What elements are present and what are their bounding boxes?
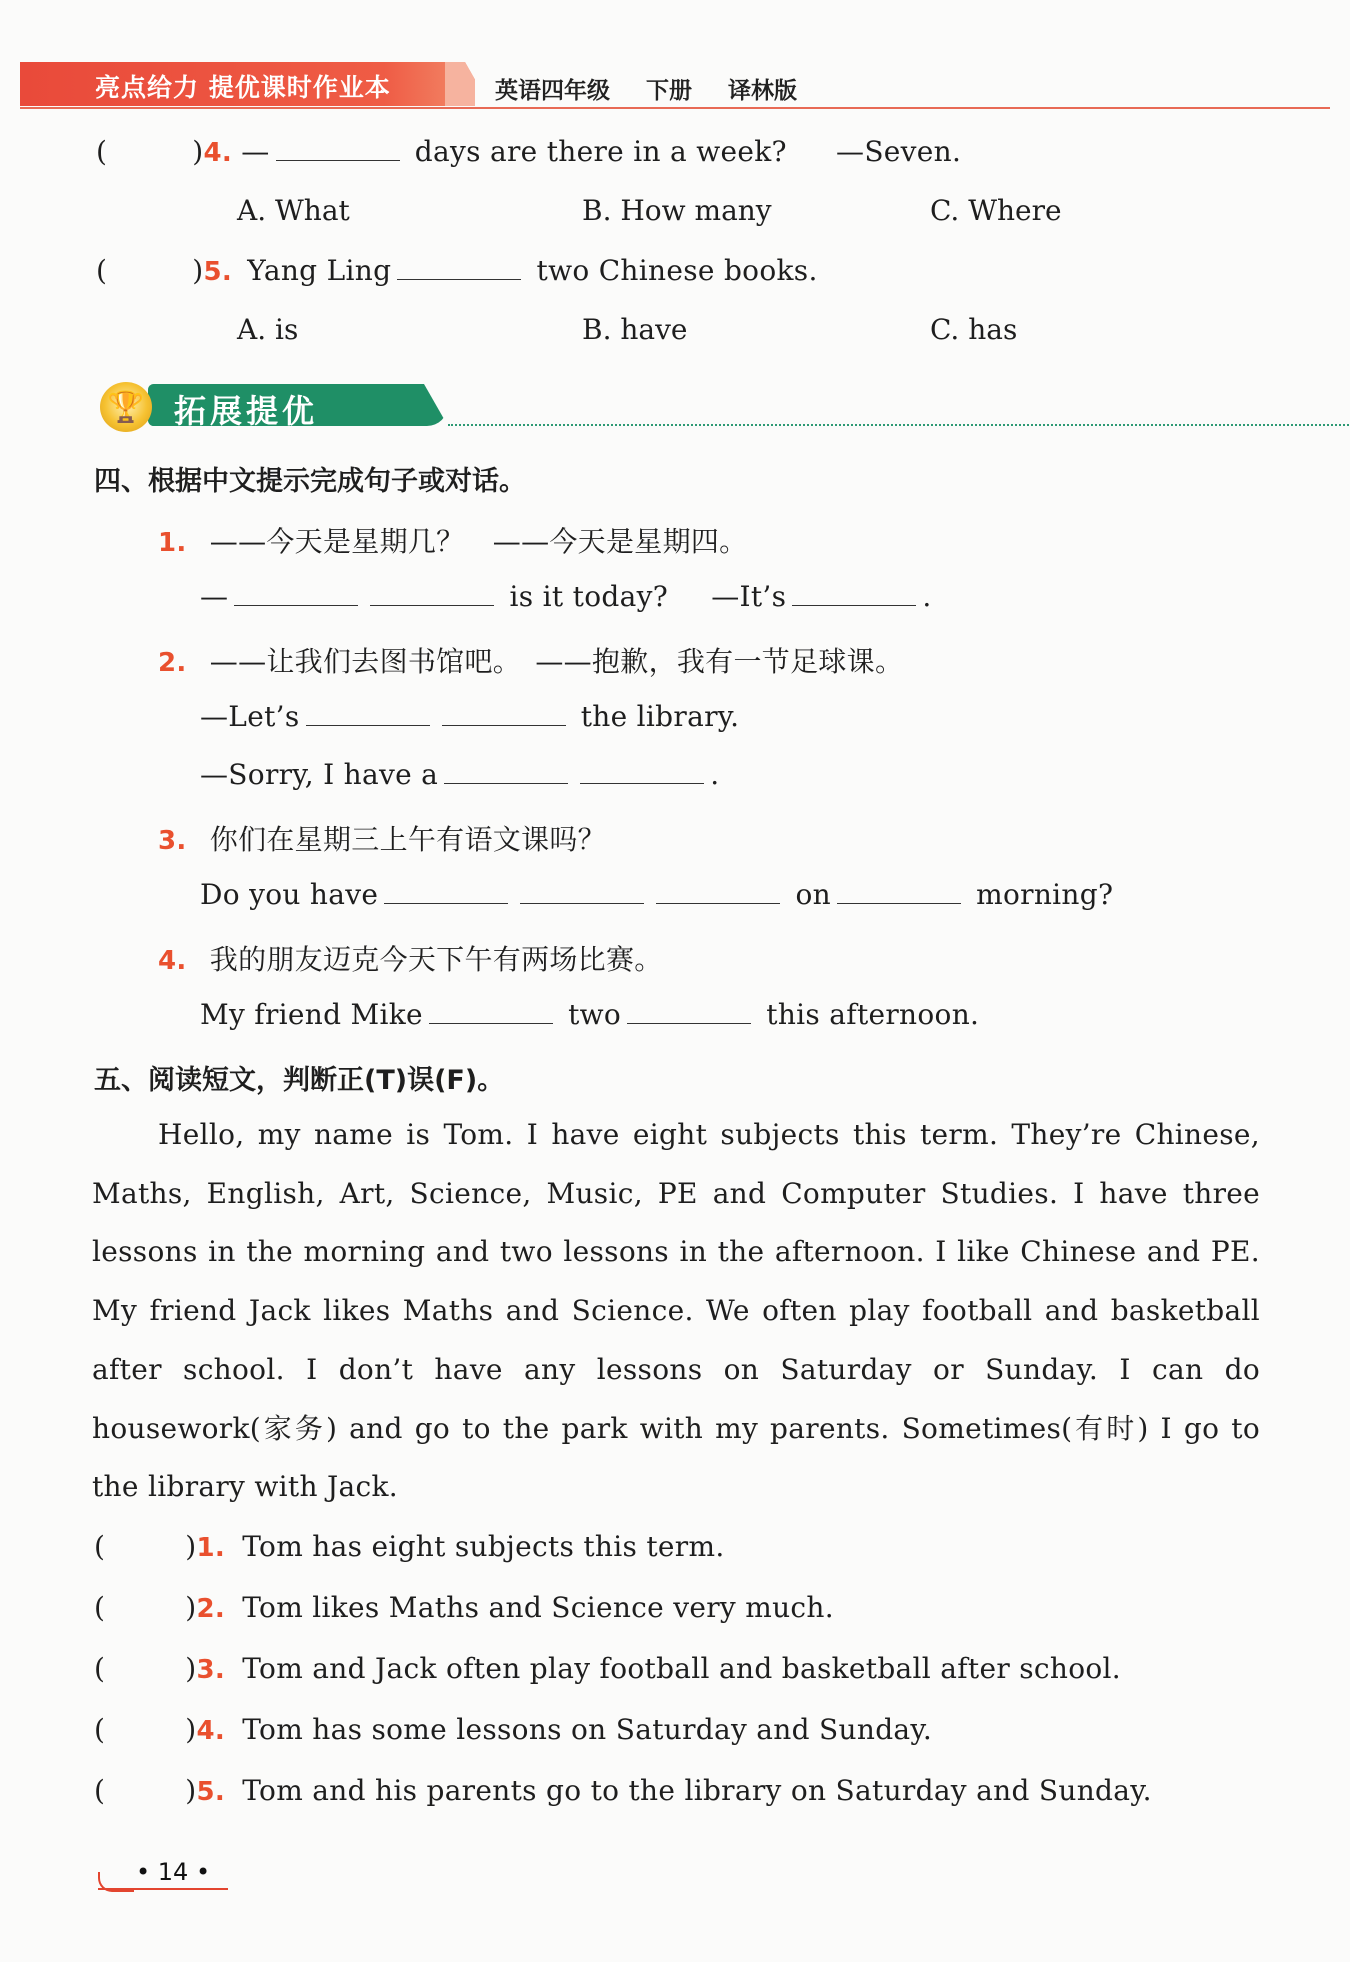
item-number: 3. bbox=[158, 826, 187, 856]
sentence-text: —Let’s bbox=[200, 700, 300, 733]
s4-item-3-prompt bbox=[158, 818, 606, 858]
header-book-info bbox=[495, 72, 825, 105]
header-edition: 译林版 bbox=[728, 78, 798, 104]
tf-question-2 bbox=[94, 1591, 834, 1624]
question-text: two Chinese books. bbox=[536, 254, 818, 287]
option-c[interactable]: C. has bbox=[930, 313, 1018, 346]
banner-title: 拓展提优 bbox=[174, 392, 319, 430]
sentence-text: this afternoon. bbox=[766, 998, 980, 1031]
sentence-text: morning? bbox=[976, 878, 1114, 911]
footer-underline bbox=[98, 1888, 228, 1890]
question-number: 5. bbox=[203, 257, 233, 287]
question-number: 1. bbox=[196, 1533, 226, 1563]
question-text: Yang Ling bbox=[247, 254, 392, 287]
dash: — bbox=[241, 135, 270, 168]
answer-blank[interactable] bbox=[442, 701, 566, 726]
sentence-text: two bbox=[568, 998, 622, 1031]
answer-blank[interactable] bbox=[276, 136, 400, 161]
tf-question-3 bbox=[94, 1652, 1121, 1685]
sentence-text: on bbox=[795, 878, 831, 911]
sentence-text: is it today? bbox=[509, 580, 669, 613]
header-brand: 亮点给力 提优课时作业本 bbox=[95, 73, 391, 102]
answer-blank[interactable] bbox=[520, 879, 644, 904]
tf-question-1 bbox=[94, 1530, 725, 1563]
answer-blank[interactable] bbox=[444, 759, 568, 784]
sentence-text: —Sorry, I have a bbox=[200, 758, 439, 791]
header-subject: 英语四年级 bbox=[495, 78, 610, 104]
answer-paren-open: ( bbox=[96, 254, 108, 287]
answer-paren-open: ( bbox=[94, 1530, 106, 1563]
question-text: days are there in a week? bbox=[414, 135, 787, 168]
answer-paren-open: ( bbox=[94, 1713, 106, 1746]
answer-paren-close: ) bbox=[185, 1774, 197, 1807]
page-footer bbox=[98, 1858, 228, 1892]
answer-blank[interactable] bbox=[580, 759, 704, 784]
question-text: Tom and Jack often play football and basketball after school. bbox=[242, 1652, 1121, 1685]
option-b[interactable]: B. How many bbox=[582, 194, 772, 227]
answer-blank[interactable] bbox=[384, 879, 508, 904]
s4-item-1-prompt bbox=[158, 520, 747, 560]
question-text: Tom has eight subjects this term. bbox=[242, 1530, 725, 1563]
option-a[interactable]: A. What bbox=[237, 194, 350, 227]
header-divider bbox=[20, 107, 1330, 109]
reading-passage bbox=[92, 1106, 1260, 1517]
page-header bbox=[20, 62, 1330, 110]
sentence-end: . bbox=[922, 580, 932, 613]
sentence-text: My friend Mike bbox=[200, 998, 423, 1031]
chinese-prompt: ——让我们去图书馆吧。 ——抱歉，我有一节足球课。 bbox=[209, 645, 904, 678]
item-number: 4. bbox=[158, 946, 187, 976]
answer-paren-close: ) bbox=[185, 1591, 197, 1624]
sentence-end: . bbox=[710, 758, 720, 791]
sentence-text: the library. bbox=[580, 700, 740, 733]
question-text: Tom has some lessons on Saturday and Sunday. bbox=[242, 1713, 933, 1746]
answer-blank[interactable] bbox=[234, 581, 358, 606]
tf-question-4 bbox=[94, 1713, 932, 1746]
answer-blank[interactable] bbox=[397, 255, 521, 280]
answer-paren-open: ( bbox=[94, 1652, 106, 1685]
answer-blank[interactable] bbox=[429, 999, 553, 1024]
tf-question-5 bbox=[94, 1774, 1152, 1807]
answer-paren-close: ) bbox=[192, 135, 204, 168]
question-text: Tom and his parents go to the library on Saturday and Sunday. bbox=[242, 1774, 1152, 1807]
item-number: 2. bbox=[158, 648, 187, 678]
sentence-text: —It’s bbox=[711, 580, 787, 613]
question-number: 4. bbox=[196, 1716, 226, 1746]
answer-paren-open: ( bbox=[94, 1591, 106, 1624]
answer-paren-open: ( bbox=[94, 1774, 106, 1807]
trophy-icon: 🏆 bbox=[100, 382, 152, 432]
option-b[interactable]: B. have bbox=[582, 313, 688, 346]
page-number: • 14 • bbox=[136, 1858, 211, 1886]
option-c[interactable]: C. Where bbox=[930, 194, 1062, 227]
answer-paren-open: ( bbox=[96, 135, 108, 168]
answer-blank[interactable] bbox=[656, 879, 780, 904]
answer-blank[interactable] bbox=[627, 999, 751, 1024]
section-4-title: 四、根据中文提示完成句子或对话。 bbox=[94, 466, 526, 497]
dialogue-answer: —Seven. bbox=[836, 135, 962, 168]
answer-paren-close: ) bbox=[185, 1713, 197, 1746]
s4-item-1-line bbox=[200, 580, 932, 613]
passage-text: Hello, my name is Tom. I have eight subjects this term. They’re Chinese, Maths, English, Art, Science, Music, PE and Computer Studies. I have three lessons in the morning and two lessons in the afternoon. I like Chinese and PE. My friend Jack likes Maths and Science. We often play football and basketball after school. I don’t have any lessons on Saturday or Sunday. I can do housework(家务) and go to the park with my parents. Sometimes(有时) I go to the library with Jack. bbox=[92, 1118, 1260, 1504]
item-number: 1. bbox=[158, 528, 187, 558]
answer-blank[interactable] bbox=[370, 581, 494, 606]
section-5-title: 五、阅读短文，判断正(T)误(F)。 bbox=[94, 1065, 505, 1096]
s4-item-4-line bbox=[200, 998, 979, 1031]
s4-item-3-line bbox=[200, 878, 1113, 911]
s4-item-2-line-1 bbox=[200, 700, 739, 733]
answer-blank[interactable] bbox=[306, 701, 430, 726]
answer-paren-close: ) bbox=[185, 1652, 197, 1685]
choice-question-4 bbox=[96, 135, 961, 168]
section-banner bbox=[100, 382, 1260, 432]
answer-blank[interactable] bbox=[792, 581, 916, 606]
s4-item-2-line-2 bbox=[200, 758, 719, 791]
question-number: 2. bbox=[196, 1594, 226, 1624]
s4-item-4-prompt bbox=[158, 938, 663, 978]
header-volume: 下册 bbox=[646, 78, 693, 104]
answer-paren-close: ) bbox=[185, 1530, 197, 1563]
answer-paren-close: ) bbox=[192, 254, 204, 287]
question-number: 5. bbox=[196, 1777, 226, 1807]
chinese-prompt: 我的朋友迈克今天下午有两场比赛。 bbox=[209, 943, 663, 976]
s4-item-2-prompt bbox=[158, 640, 903, 680]
chinese-prompt: ——今天是星期几？ ——今天是星期四。 bbox=[209, 525, 748, 558]
banner-dotted-line bbox=[448, 424, 1350, 426]
option-a[interactable]: A. is bbox=[237, 313, 299, 346]
dash: — bbox=[200, 580, 229, 613]
sentence-text: Do you have bbox=[200, 878, 379, 911]
question-number: 4. bbox=[203, 138, 233, 168]
chinese-prompt: 你们在星期三上午有语文课吗？ bbox=[209, 823, 606, 856]
question-text: Tom likes Maths and Science very much. bbox=[242, 1591, 834, 1624]
answer-blank[interactable] bbox=[837, 879, 961, 904]
question-number: 3. bbox=[196, 1655, 226, 1685]
choice-question-5 bbox=[96, 254, 818, 287]
